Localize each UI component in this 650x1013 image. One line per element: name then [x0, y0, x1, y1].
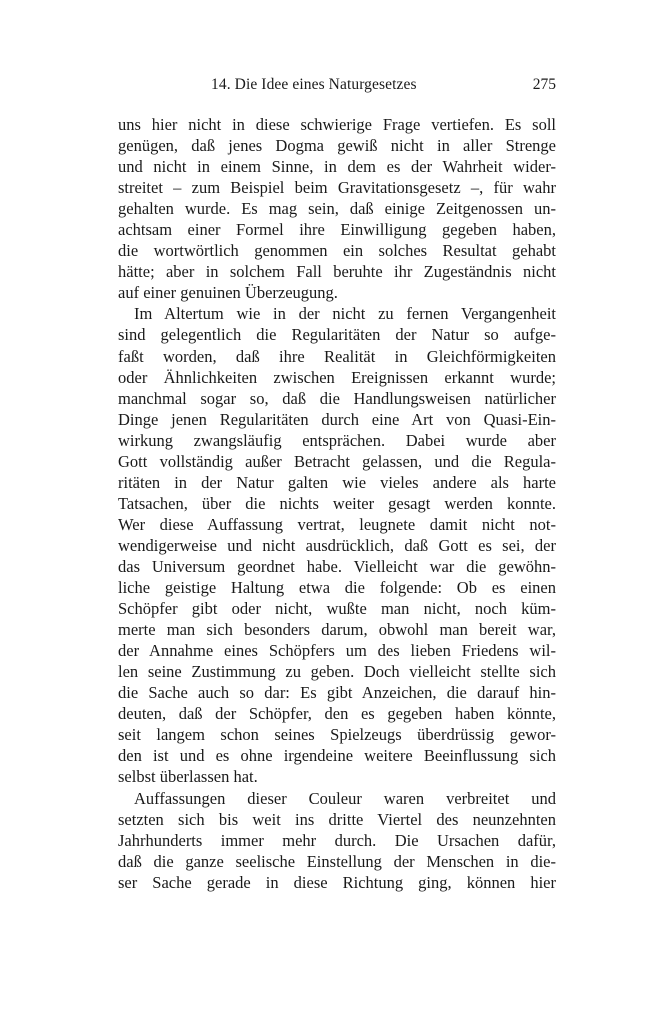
text-line: oder Ähnlichkeiten zwischen Ereignissen erkannt wurde;: [118, 367, 556, 387]
text-line: daß die ganze seelische Einstellung der Menschen in die-: [118, 851, 556, 871]
text-line: und nicht in einem Sinne, in dem es der Wahrheit wider-: [118, 157, 556, 177]
text-line: len seine Zustimmung zu geben. Doch vielleicht stellte sich: [118, 662, 556, 682]
text-line: hätte; aber in solchem Fall beruhte ihr Zugeständnis nicht: [118, 262, 556, 282]
text-line: wirkung zwangsläufig entsprächen. Dabei wurde aber: [118, 430, 556, 450]
running-title: 14. Die Idee eines Naturgesetzes: [211, 76, 417, 93]
text-line: der Annahme eines Schöpfers um des lieben Friedens wil-: [118, 641, 556, 661]
text-line: wendigerweise und nicht ausdrücklich, daß Gott es sei, der: [118, 535, 556, 555]
text-line: Gott vollständig außer Betracht gelassen, und die Regula-: [118, 451, 556, 471]
text-line: ser Sache gerade in diese Richtung ging, können hier: [118, 872, 556, 892]
text-line: gehalten wurde. Es mag sein, daß einige Zeitgenossen un-: [118, 199, 556, 219]
page-number: 275: [532, 76, 556, 93]
text-line: das Universum geordnet habe. Vielleicht war die gewöhn-: [118, 556, 556, 576]
text-line: die Sache auch so dar: Es gibt Anzeichen, die darauf hin-: [118, 683, 556, 703]
text-line: selbst überlassen hat.: [118, 767, 258, 787]
text-line: Jahrhunderts immer mehr durch. Die Ursachen dafür,: [118, 830, 556, 850]
text-line: seit langem schon seines Spielzeugs überdrüssig gewor-: [118, 725, 556, 745]
running-head: [118, 76, 556, 98]
text-line: Wer diese Auffassung vertrat, leugnete damit nicht not-: [118, 514, 556, 534]
text-line: liche geistige Haltung etwa die folgende: Ob es einen: [118, 578, 556, 598]
text-line: ritäten in der Natur galten wie vieles andere als harte: [118, 472, 556, 492]
text-line: Dinge jenen Regularitäten durch eine Art von Quasi-Ein-: [118, 409, 556, 429]
text-line: auf einer genuinen Überzeugung.: [118, 283, 338, 303]
text-line: die wortwörtlich genommen ein solches Resultat gehabt: [118, 241, 556, 261]
text-line: uns hier nicht in diese schwierige Frage vertiefen. Es soll: [118, 115, 556, 134]
text-line: Auffassungen dieser Couleur waren verbreitet und: [134, 788, 556, 808]
text-line: genügen, daß jenes Dogma gewiß nicht in aller Strenge: [118, 136, 556, 156]
text-line: setzten sich bis weit ins dritte Viertel des neunzehnten: [118, 809, 556, 829]
text-line: sind gelegentlich die Regularitäten der Natur so aufge-: [118, 325, 556, 345]
text-line: den ist und es ohne irgendeine weitere Beeinflussung sich: [118, 746, 556, 766]
text-line: manchmal sogar so, daß die Handlungsweisen natürlicher: [118, 388, 556, 408]
text-line: Im Altertum wie in der nicht zu fernen Vergangenheit: [134, 304, 556, 324]
text-line: faßt worden, daß ihre Realität in Gleichförmigkeiten: [118, 346, 556, 366]
text-line: Schöpfer gibt oder nicht, wußte man nicht, noch küm-: [118, 599, 556, 619]
text-line: deuten, daß der Schöpfer, den es gegeben haben könnte,: [118, 704, 556, 724]
text-line: merte man sich besonders darum, obwohl man bereit war,: [118, 620, 556, 640]
text-line: achtsam einer Formel ihre Einwilligung gegeben haben,: [118, 220, 556, 240]
text-line: streitet – zum Beispiel beim Gravitationsgesetz –, für wahr: [118, 178, 556, 198]
text-line: Tatsachen, über die nichts weiter gesagt werden konnte.: [118, 493, 556, 513]
body-text: [118, 114, 556, 893]
